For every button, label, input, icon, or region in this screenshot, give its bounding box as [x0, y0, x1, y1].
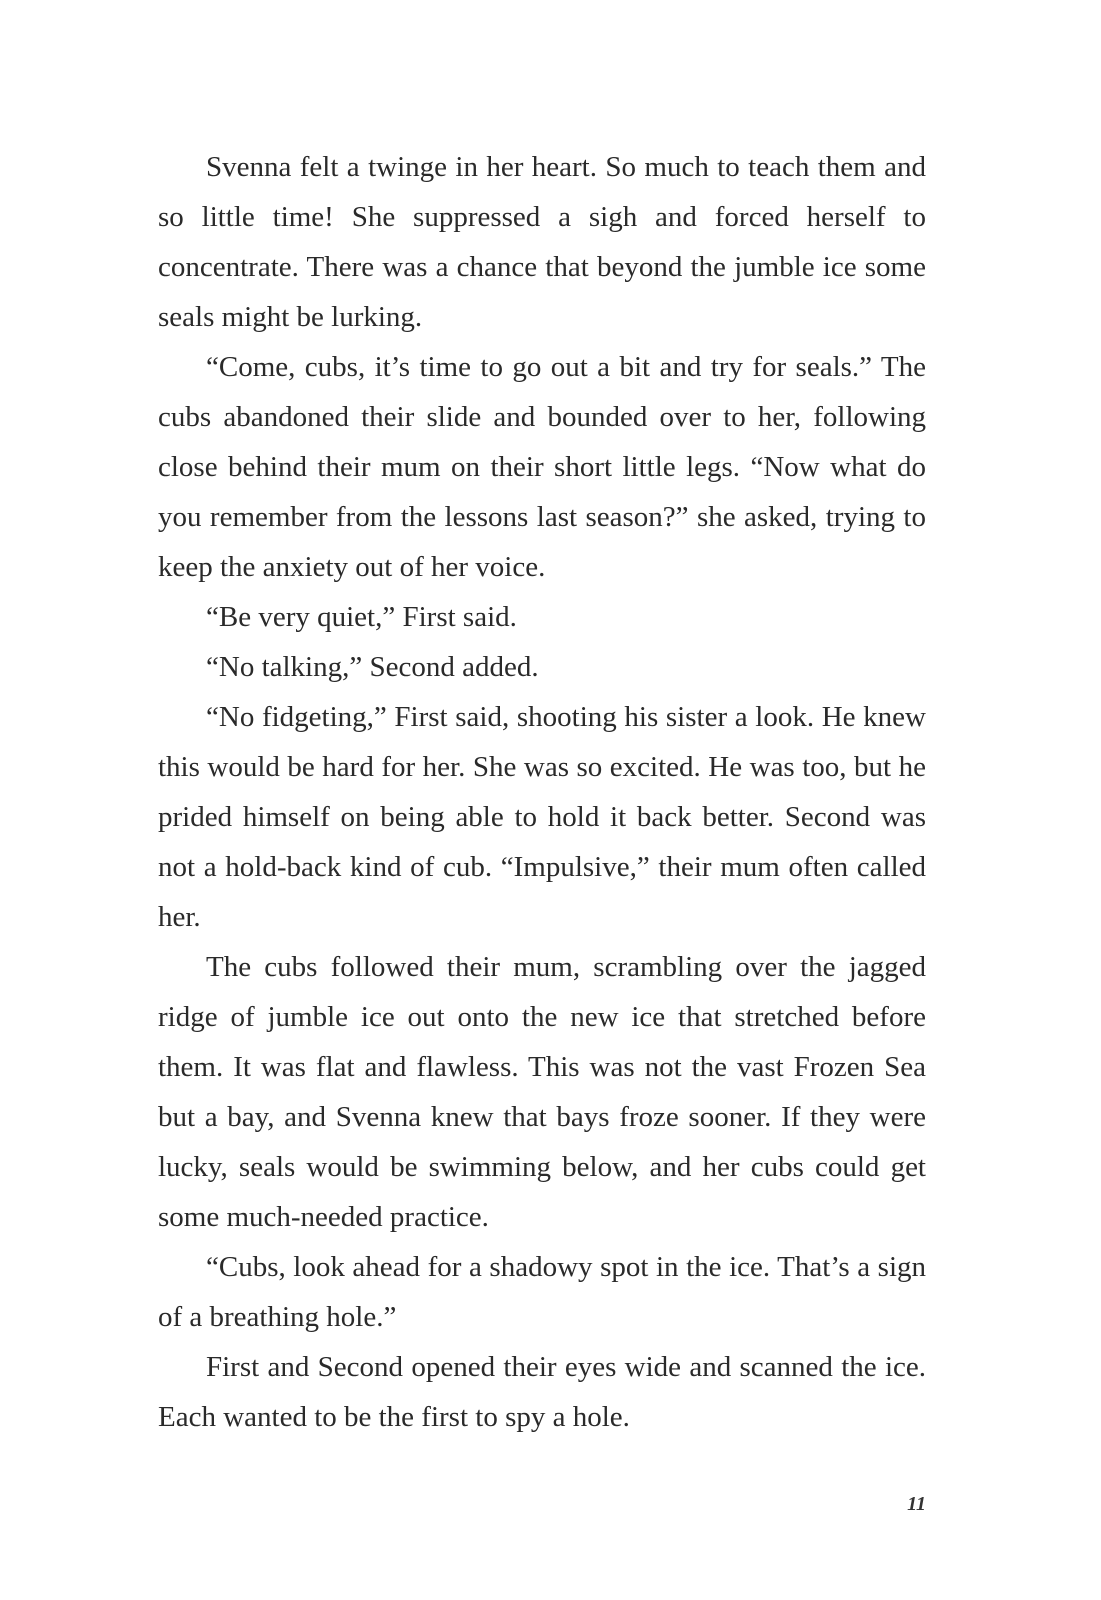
paragraph: First and Second opened their eyes wide and scanned the ice. Each wanted to be the first to spy a hole.: [158, 1351, 926, 1433]
paragraph: “Come, cubs, it’s time to go out a bit and try for seals.” The cubs abandoned their slide and bounded over to her, following close behind their mum on their short little legs. “Now what do you remember from the lessons last season?” she asked, trying to keep the anxiety out of her voice.: [158, 351, 926, 583]
paragraph: Svenna felt a twinge in her heart. So much to teach them and so little time! She suppressed a sigh and forced herself to concentrate. There was a chance that beyond the jumble ice some seals might be lurking.: [158, 151, 926, 333]
body-text: [158, 142, 926, 1442]
paragraph: “No talking,” Second added.: [206, 651, 539, 683]
paragraph: “No fidgeting,” First said, shooting his sister a look. He knew this would be hard for her. She was so excited. He was too, but he prided himself on being able to hold it back better. Second was not a hold-back kind of cub. “Impulsive,” their mum often called her.: [158, 701, 926, 933]
paragraph: “Cubs, look ahead for a shadowy spot in the ice. That’s a sign of a breathing hole.”: [158, 1251, 926, 1333]
page-number: 11: [907, 1493, 926, 1515]
paragraph: “Be very quiet,” First said.: [206, 601, 517, 633]
paragraph: The cubs followed their mum, scrambling over the jagged ridge of jumble ice out onto the new ice that stretched before them. It was flat and flawless. This was not the vast Frozen Sea but a bay, and Svenna knew that bays froze sooner. If they were lucky, seals would be swimming below, and her cubs could get some much-needed practice.: [158, 951, 926, 1233]
